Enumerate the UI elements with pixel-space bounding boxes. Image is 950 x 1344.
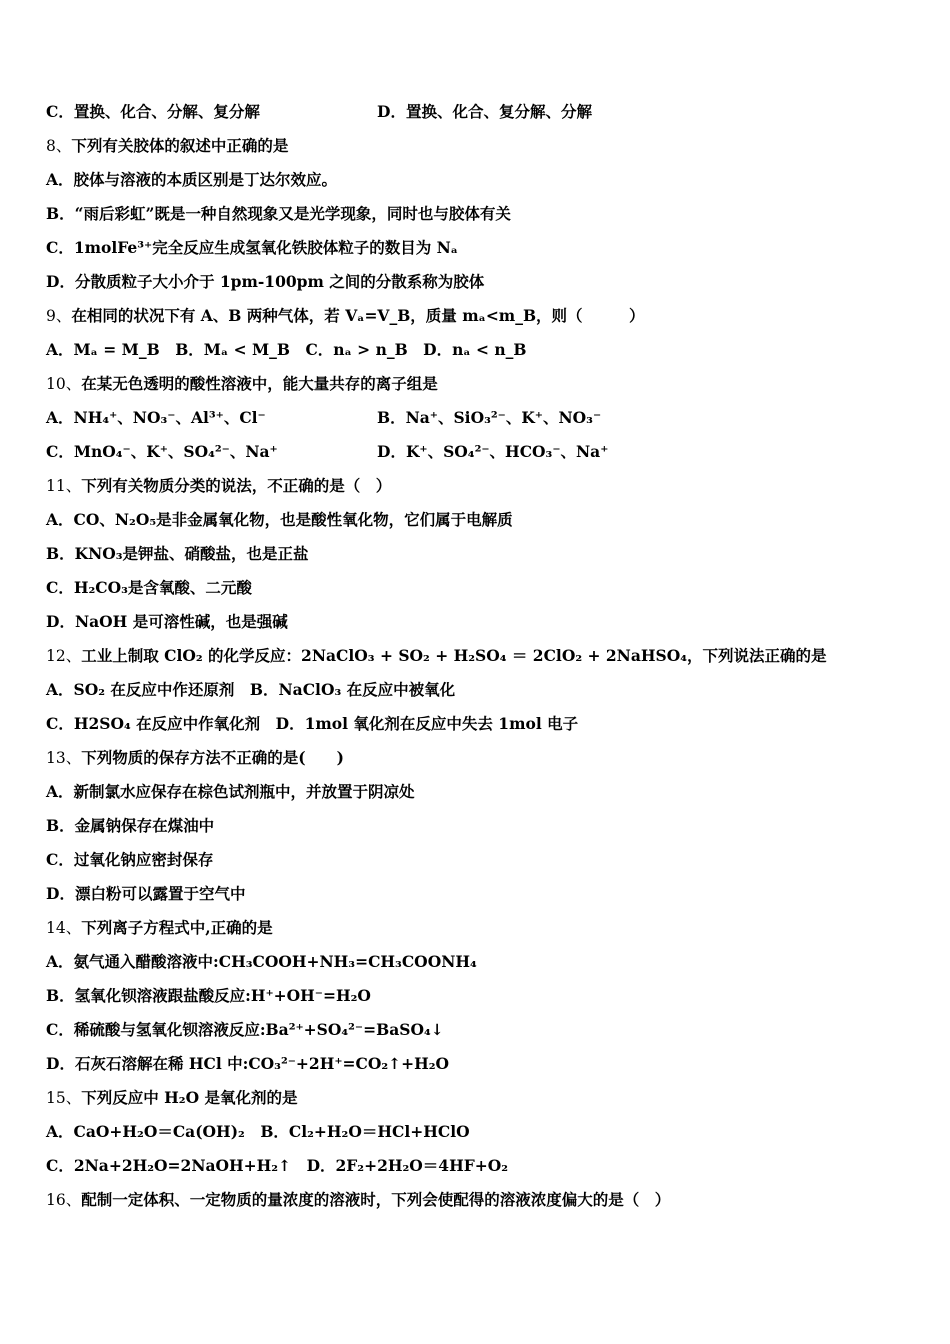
option-right: D．置换、化合、复分解、分解 xyxy=(377,102,592,121)
option-line xyxy=(46,1052,906,1086)
question-stem xyxy=(46,644,906,678)
option-line xyxy=(46,236,906,270)
question-number: 14、 xyxy=(46,919,82,937)
option-line xyxy=(46,542,906,576)
line-text: C．H₂CO₃是含氧酸、二元酸 xyxy=(46,578,252,597)
question-stem xyxy=(46,304,906,338)
question-stem xyxy=(46,1188,906,1222)
question-stem xyxy=(46,746,906,780)
option-line xyxy=(46,678,906,712)
question-number: 12、 xyxy=(46,647,82,665)
line-text: D．石灰石溶解在稀 HCl 中:CO₃²⁻+2H⁺=CO₂↑+H₂O xyxy=(46,1054,450,1073)
option-right: B．Na⁺、SiO₃²⁻、K⁺、NO₃⁻ xyxy=(377,408,602,427)
line-text: 下列有关胶体的叙述中正确的是 xyxy=(71,136,289,155)
line-text: C．过氧化钠应密封保存 xyxy=(46,850,214,869)
option-left: A．NH₄⁺、NO₃⁻、Al³⁺、Cl⁻ xyxy=(46,408,266,427)
option-row xyxy=(46,100,906,134)
question-number: 9、 xyxy=(46,307,72,325)
line-text: 下列有关物质分类的说法，不正确的是（ ） xyxy=(81,476,392,495)
option-line xyxy=(46,270,906,304)
line-text: C．2Na+2H₂O=2NaOH+H₂↑ D．2F₂+2H₂O＝4HF+O₂ xyxy=(46,1156,509,1175)
question-number: 16、 xyxy=(46,1191,82,1209)
line-text: C．稀硫酸与氢氧化钡溶液反应:Ba²⁺+SO₄²⁻=BaSO₄↓ xyxy=(46,1020,444,1039)
option-line xyxy=(46,984,906,1018)
option-line xyxy=(46,1120,906,1154)
option-line xyxy=(46,780,906,814)
line-text: A．Mₐ = M_B B．Mₐ < M_B C．nₐ > n_B D．nₐ < n_B xyxy=(46,340,527,359)
question-stem xyxy=(46,372,906,406)
line-text: 下列离子方程式中,正确的是 xyxy=(81,918,273,937)
line-text: C．1molFe³⁺完全反应生成氢氧化铁胶体粒子的数目为 Nₐ xyxy=(46,238,459,257)
question-number: 10、 xyxy=(46,375,82,393)
line-text: A．CO、N₂O₅是非金属氧化物，也是酸性氧化物，它们属于电解质 xyxy=(46,510,513,529)
option-line xyxy=(46,712,906,746)
line-text: A．氨气通入醋酸溶液中:CH₃COOH+NH₃=CH₃COONH₄ xyxy=(46,952,477,971)
question-stem xyxy=(46,916,906,950)
option-line xyxy=(46,848,906,882)
line-text: D．NaOH 是可溶性碱，也是强碱 xyxy=(46,612,288,631)
line-text: 配制一定体积、一定物质的量浓度的溶液时，下列会使配得的溶液浓度偏大的是（ ） xyxy=(81,1190,671,1209)
option-line xyxy=(46,508,906,542)
option-right: D．K⁺、SO₄²⁻、HCO₃⁻、Na⁺ xyxy=(377,442,609,461)
line-text: 下列反应中 H₂O 是氧化剂的是 xyxy=(81,1088,298,1107)
option-line xyxy=(46,338,906,372)
option-line xyxy=(46,610,906,644)
option-row xyxy=(46,406,906,440)
question-number: 11、 xyxy=(46,477,82,495)
line-text: A．SO₂ 在反应中作还原剂 B．NaClO₃ 在反应中被氧化 xyxy=(46,680,456,699)
option-left: C．MnO₄⁻、K⁺、SO₄²⁻、Na⁺ xyxy=(46,442,278,461)
option-line xyxy=(46,202,906,236)
option-row xyxy=(46,440,906,474)
question-stem xyxy=(46,1086,906,1120)
line-text: A．CaO+H₂O＝Ca(OH)₂ B．Cl₂+H₂O＝HCl+HClO xyxy=(46,1122,470,1141)
option-line xyxy=(46,882,906,916)
question-number: 8、 xyxy=(46,137,72,155)
line-text: 工业上制取 ClO₂ 的化学反应：2NaClO₃ + SO₂ + H₂SO₄ ＝ 2ClO₂ + 2NaHSO₄，下列说法正确的是 xyxy=(81,646,827,665)
question-stem xyxy=(46,134,906,168)
line-text: A．胶体与溶液的本质区别是丁达尔效应。 xyxy=(46,170,338,189)
line-text: C．H2SO₄ 在反应中作氧化剂 D．1mol 氧化剂在反应中失去 1mol 电子 xyxy=(46,714,579,733)
option-line xyxy=(46,950,906,984)
line-text: 下列物质的保存方法不正确的是( ) xyxy=(81,748,344,767)
line-text: D．分散质粒子大小介于 1pm-100pm 之间的分散系称为胶体 xyxy=(46,272,485,291)
line-text: B．“雨后彩虹”既是一种自然现象又是光学现象，同时也与胶体有关 xyxy=(46,204,511,223)
question-number: 15、 xyxy=(46,1089,82,1107)
line-text: B．金属钠保存在煤油中 xyxy=(46,816,215,835)
option-left: C．置换、化合、分解、复分解 xyxy=(46,102,260,121)
question-stem xyxy=(46,474,906,508)
line-text: 在某无色透明的酸性溶液中，能大量共存的离子组是 xyxy=(81,374,438,393)
question-number: 13、 xyxy=(46,749,82,767)
line-text: D．漂白粉可以露置于空气中 xyxy=(46,884,246,903)
line-text: B．KNO₃是钾盐、硝酸盐，也是正盐 xyxy=(46,544,309,563)
option-line xyxy=(46,814,906,848)
option-line xyxy=(46,1154,906,1188)
option-line xyxy=(46,1018,906,1052)
line-text: B．氢氧化钡溶液跟盐酸反应:H⁺+OH⁻=H₂O xyxy=(46,986,371,1005)
option-line xyxy=(46,576,906,610)
line-text: 在相同的状况下有 A、B 两种气体，若 Vₐ=V_B，质量 mₐ<m_B，则（ ） xyxy=(71,306,645,325)
line-text: A．新制氯水应保存在棕色试剂瓶中，并放置于阴凉处 xyxy=(46,782,415,801)
option-line xyxy=(46,168,906,202)
document-page xyxy=(46,100,906,1222)
